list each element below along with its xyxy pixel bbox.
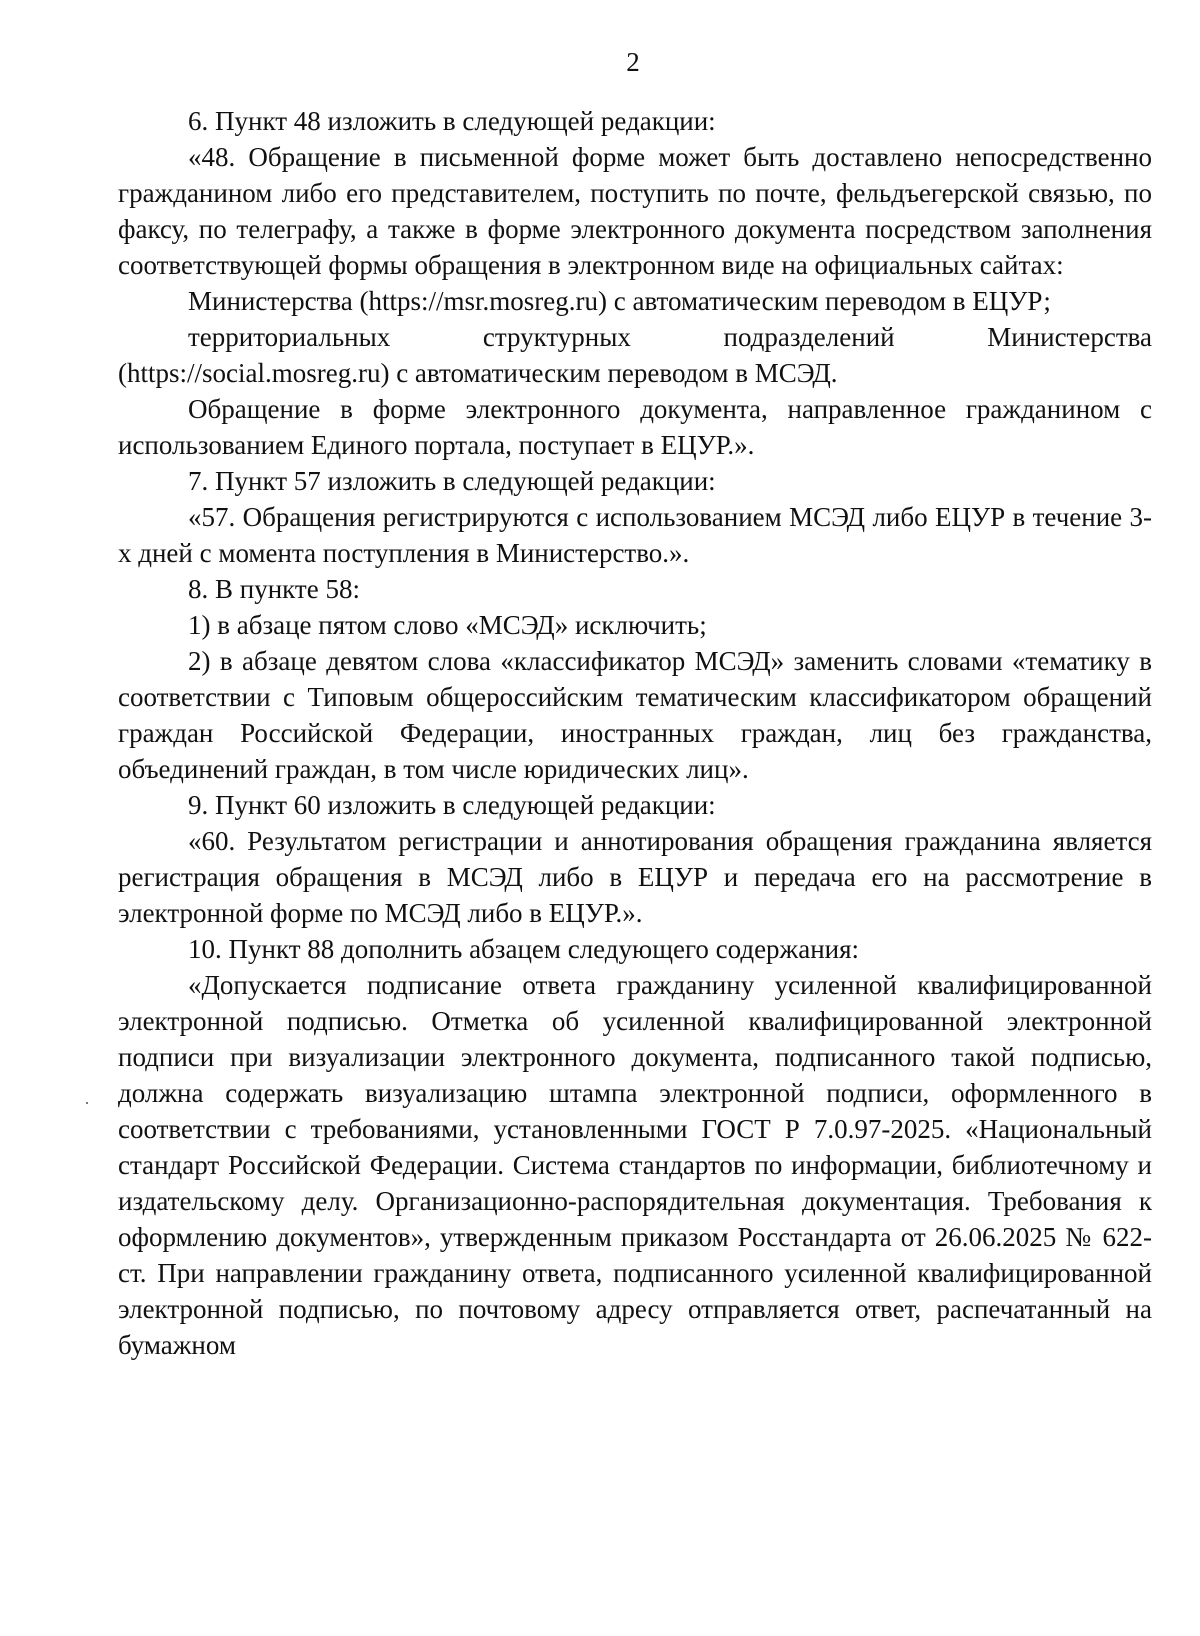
document-body [118,103,1152,1363]
paragraph-item-6-heading: 6. Пункт 48 изложить в следующей редакции: [188,106,716,136]
paragraph-58-sub-1: 1) в абзаце пятом слово «МСЭД» исключить; [188,610,707,640]
paragraph-60-text: «60. Результатом регистрации и аннотирования обращения гражданина является регистрация обращения в МСЭД либо в ЕЦУР и передача его на рассмотрение в электронной форме по МСЭД либо в ЕЦУР.». [118,826,1152,928]
paragraph-58-sub-2: 2) в абзаце девятом слова «классификатор МСЭД» заменить словами «тематику в соответствии с Типовым общероссийским тематическим классификатором обращений граждан Российской Федерации, иностранных граждан, лиц без гражданства, объединений граждан, в том числе юридических лиц». [118,646,1152,784]
paragraph-48-text: «48. Обращение в письменной форме может быть доставлено непосредственно гражданином либо его представителем, поступить по почте, фельдъегерской связью, по факсу, по телеграфу, а также в форме электронного документа посредством заполнения соответствующей формы обращения в электронном виде на официальных сайтах: [118,142,1152,280]
paragraph-item-7-heading: 7. Пункт 57 изложить в следующей редакции: [188,466,716,496]
paragraph-item-10-heading: 10. Пункт 88 дополнить абзацем следующего содержания: [188,934,860,964]
paragraph-unified-portal: Обращение в форме электронного документа, направленное гражданином с использованием Единого портала, поступает в ЕЦУР.». [118,394,1152,460]
paragraph-88-addition: «Допускается подписание ответа гражданину усиленной квалифицированной электронной подписью. Отметка об усиленной квалифицированной электронной подписи при визуализации электронного документа, подписанного такой подписью, должна содержать визуализацию штампа электронной подписи, оформленного в соответствии с требованиями, установленными ГОСТ Р 7.0.97-2025. «Национальный стандарт Российской Федерации. Система стандартов по информации, библиотечному и издательскому делу. Организационно-распорядительная документация. Требования к оформлению документов», утвержденным приказом Росстандарта от 26.06.2025 № 622-ст. При направлении гражданину ответа, подписанного усиленной квалифицированной электронной подписью, по почтовому адресу отправляется ответ, распечатанный на бумажном [118,970,1152,1360]
paragraph-57-text: «57. Обращения регистрируются с использованием МСЭД либо ЕЦУР в течение 3-х дней с момента поступления в Министерство.». [118,502,1152,568]
scan-speck [86,1102,88,1104]
paragraph-item-9-heading: 9. Пункт 60 изложить в следующей редакции: [188,790,716,820]
page-number: 2 [626,47,640,77]
paragraph-ministry-site: Министерства (https://msr.mosreg.ru) с автоматическим переводом в ЕЦУР; [188,286,1051,316]
paragraph-item-8-heading: 8. В пункте 58: [188,574,360,604]
paragraph-territorial-site: территориальных структурных подразделений Министерства (https://social.mosreg.ru) с автоматическим переводом в МСЭД. [118,322,1152,388]
